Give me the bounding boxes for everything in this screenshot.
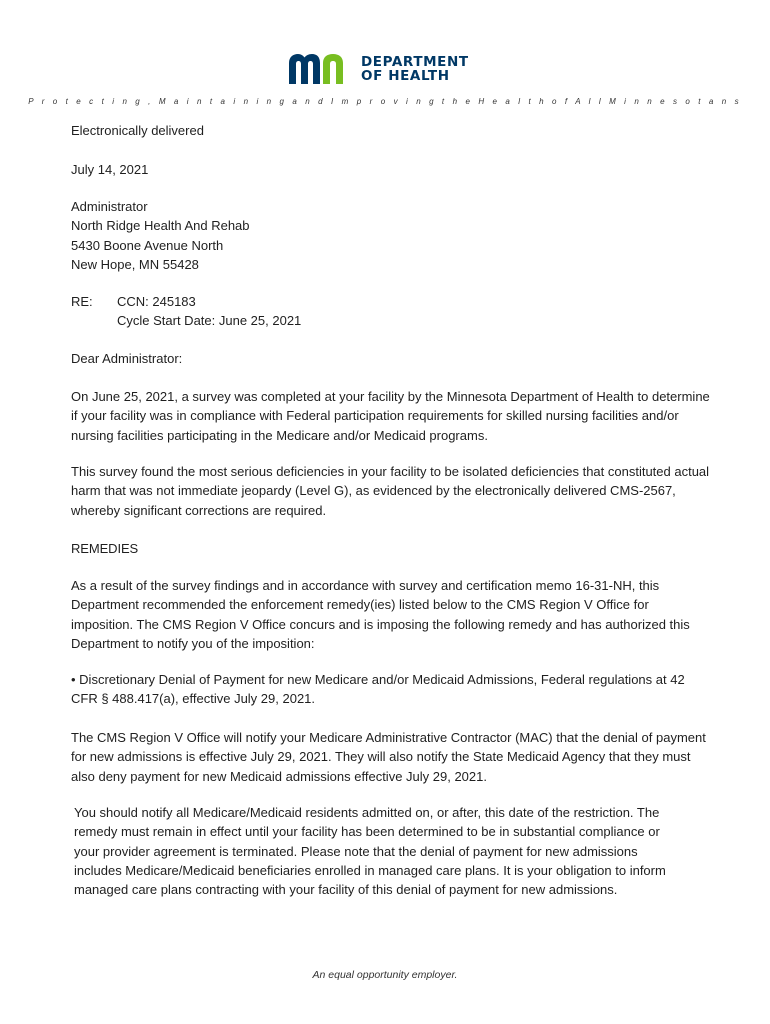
delivery-line: Electronically delivered: [71, 123, 204, 138]
footer-eoe: An equal opportunity employer.: [312, 969, 458, 981]
remedies-heading-block: [71, 539, 711, 558]
remedy-bullet: • Discretionary Denial of Payment for new Medicare and/or Medicaid Admissions, Federal regulations at 42 CFR § 488.417(a), effective July 29, 2021.: [71, 672, 685, 707]
paragraph-survey: On June 25, 2021, a survey was completed at your facility by the Minnesota Department of Health to determine if your facility was in compliance with Federal participation requirements for skilled nursing facilities and/or nursing facilities participating in the Medicare and/or Medicaid programs.: [71, 389, 710, 443]
recipient-facility: North Ridge Health And Rehab: [71, 218, 250, 234]
paragraph-2-block: [71, 462, 711, 520]
paragraph-5-block: [74, 803, 676, 899]
tagline: P r o t e c t i n g , M a i n t a i n i n g a n d I m p r o v i n g t h e H e a l t h o f A l l M i n n e s o t a n s: [28, 97, 742, 106]
paragraph-1-block: [71, 387, 711, 445]
mdh-logo: [289, 52, 469, 86]
logo-wordmark: [361, 55, 469, 83]
recipient-address: [71, 197, 711, 274]
re-ccn: CCN: 245183: [117, 294, 196, 309]
re-label: RE:: [71, 294, 93, 309]
paragraph-deficiencies: This survey found the most serious deficiencies in your facility to be isolated deficiencies that constituted actual harm that was not immediate jeopardy (Level G), as evidenced by the electronically delivered CMS-2567, whereby significant corrections are required.: [71, 464, 710, 518]
logo-line-2: OF HEALTH: [361, 68, 450, 84]
delivery-method: [71, 121, 711, 140]
mn-logo-mark-icon: [289, 54, 353, 84]
re-cycle-date: Cycle Start Date: June 25, 2021: [117, 313, 302, 329]
salutation: Dear Administrator:: [71, 351, 183, 366]
logo-line-1: DEPARTMENT: [361, 54, 469, 70]
remedies-heading: REMEDIES: [71, 541, 139, 556]
re-block: [71, 292, 711, 331]
letter-date-block: [71, 160, 711, 179]
letter-date: July 14, 2021: [71, 162, 149, 177]
paragraph-4-block: [71, 728, 711, 786]
recipient-street: 5430 Boone Avenue North: [71, 237, 224, 253]
recipient-city: New Hope, MN 55428: [71, 256, 199, 272]
paragraph-remedy-recommendation: As a result of the survey findings and in accordance with survey and certification memo 16-31-NH, this Department recommended the enforcement remedy(ies) listed below to the CMS Region V Office for imposition. The CMS Region V Office concurs and is imposing the following remedy and has authorized this Department to notify you of the imposition:: [71, 578, 690, 651]
paragraph-3-block: [71, 576, 711, 653]
paragraph-mac-notice: The CMS Region V Office will notify your Medicare Administrative Contractor (MAC) that the denial of payment for new admissions is effective July 29, 2021. They will also notify the State Medicaid Agency that they must also deny payment for new Medicaid admissions effective July 29, 2021.: [71, 730, 706, 784]
salutation-block: [71, 349, 711, 368]
recipient-title: Administrator: [71, 199, 148, 214]
bullet-block: [71, 670, 711, 709]
paragraph-resident-notice: You should notify all Medicare/Medicaid residents admitted on, or after, this date of the restriction. The remedy must remain in effect until your facility has been determined to be in substantial compliance or your provider agreement is terminated. Please note that the denial of payment for new admissions includes Medicare/Medicaid beneficiaries enrolled in managed care plans. It is your obligation to inform managed care plans contracting with your facility of this denial of payment for new admissions.: [74, 805, 666, 898]
